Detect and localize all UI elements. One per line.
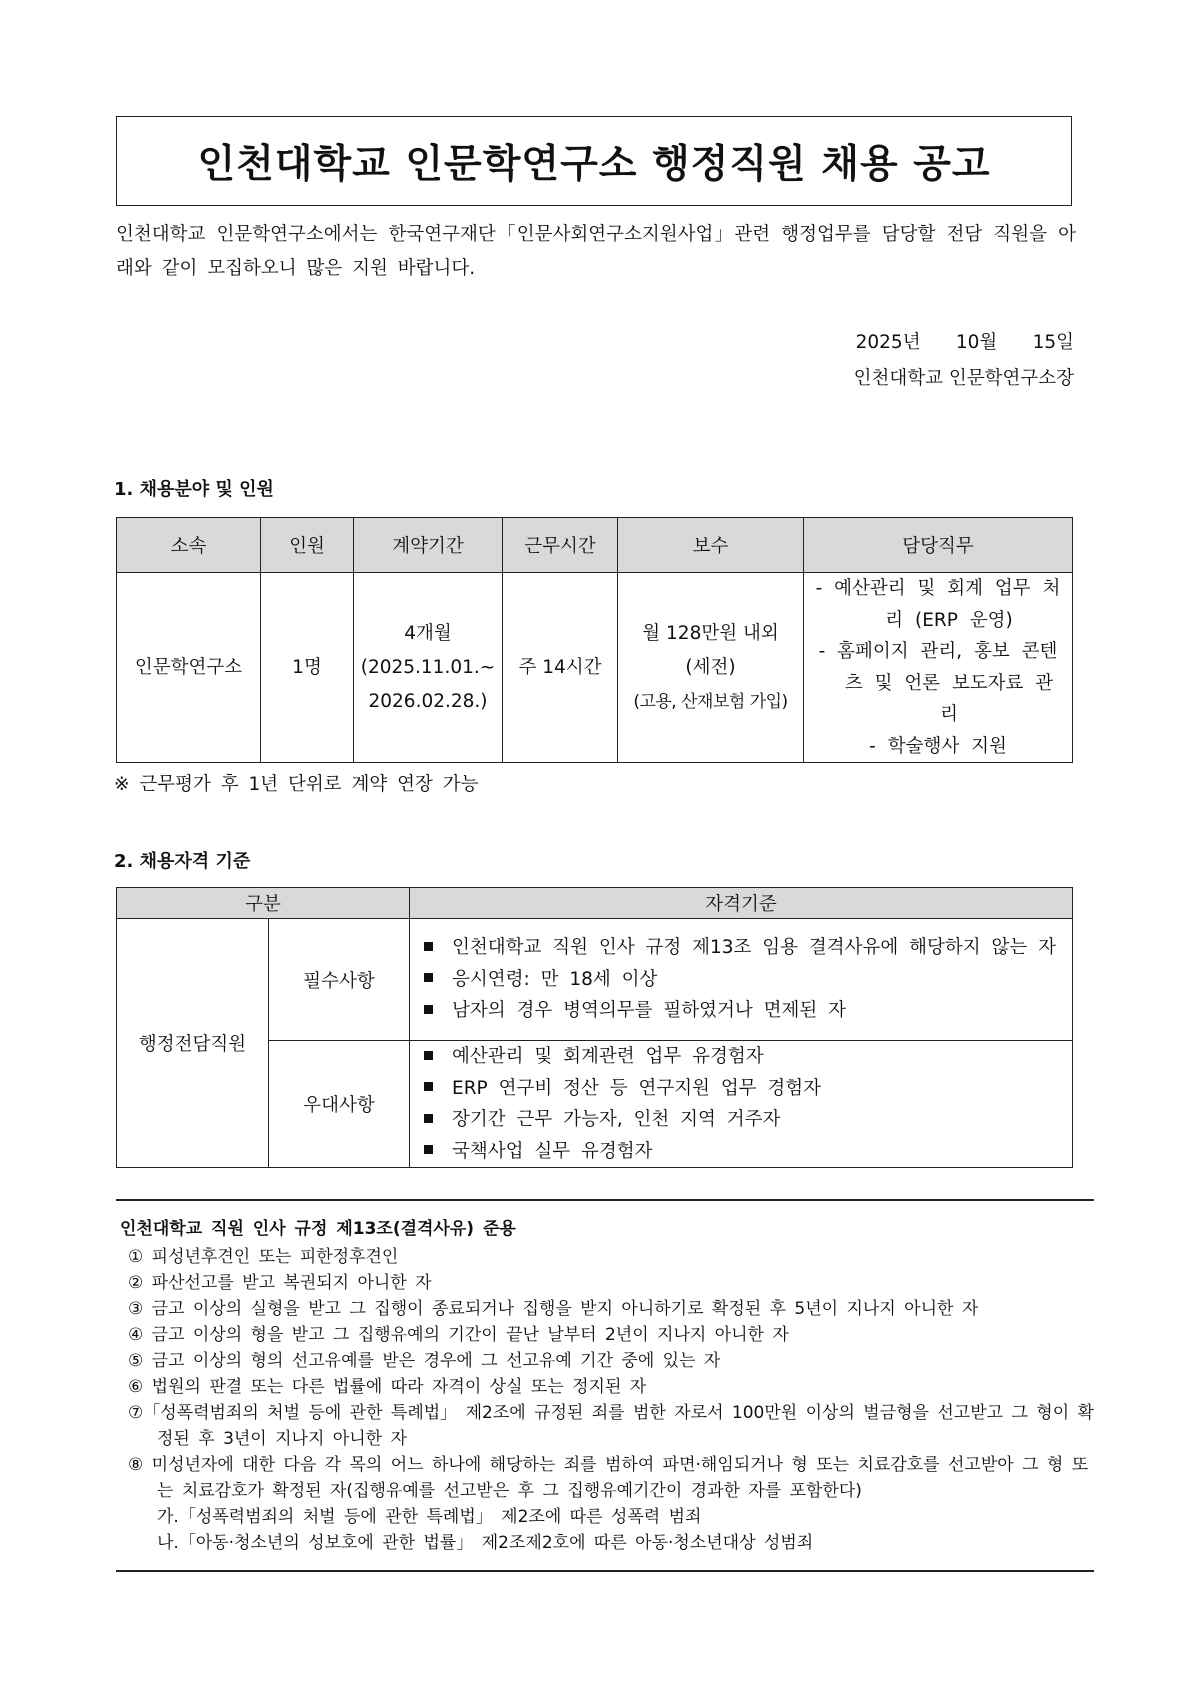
header-count: 인원 <box>261 518 354 573</box>
cell-preferred-criteria <box>410 1041 1073 1168</box>
signer: 인천대학교 인문학연구소장 <box>853 368 1074 389</box>
header-period: 계약기간 <box>354 518 503 573</box>
regulation-item: ⑤ 금고 이상의 형의 선고유예를 받은 경우에 그 선고유예 기간 중에 있는 자 <box>128 1351 721 1371</box>
header-category: 구분 <box>117 888 410 919</box>
page-title-box <box>116 116 1072 206</box>
square-bullet-icon <box>424 1005 433 1014</box>
regulation-title: 인천대학교 직원 인사 규정 제13조(결격사유) 준용 <box>120 1219 516 1239</box>
regulation-sub-item: 가.「성폭력범죄의 처벌 등에 관한 특례법」 제2조에 따른 성폭력 범죄 <box>157 1507 702 1527</box>
pay-line: 월 128만원 내외 <box>642 622 779 644</box>
cell-duties <box>804 573 1073 763</box>
date-year: 2025년 <box>855 332 921 353</box>
recruitment-table <box>116 517 1073 763</box>
divider <box>116 1199 1094 1201</box>
regulation-item: ① 피성년후견인 또는 피한정후견인 <box>128 1247 399 1267</box>
section1-heading: 1. 채용분야 및 인원 <box>114 479 274 500</box>
date-day: 15일 <box>1032 332 1074 353</box>
qualification-table <box>116 887 1073 1168</box>
header-hours: 근무시간 <box>503 518 618 573</box>
regulation-sub-item: 나.「아동·청소년의 성보호에 관한 법률」 제2조제2호에 따른 아동·청소년대상 성범죄 <box>157 1533 814 1553</box>
pay-line: (세전) <box>685 656 736 678</box>
section2-heading: 2. 채용자격 기준 <box>114 851 251 872</box>
cell-dept: 인문학연구소 <box>117 573 261 763</box>
divider <box>116 1570 1094 1572</box>
header-dept: 소속 <box>117 518 261 573</box>
square-bullet-icon <box>424 1051 433 1060</box>
cell-required-criteria <box>410 919 1073 1041</box>
criteria-item: 국책사업 실무 유경험자 <box>424 1136 1062 1168</box>
regulation-box <box>120 1216 1100 1556</box>
criteria-item: 응시연령: 만 18세 이상 <box>424 964 1062 996</box>
regulation-item: ④ 금고 이상의 형을 받고 그 집행유예의 기간이 끝난 날부터 2년이 지나지 아니한 자 <box>128 1325 789 1345</box>
table-row <box>117 573 1073 763</box>
criteria-item: 장기간 근무 가능자, 인천 지역 거주자 <box>424 1104 1062 1136</box>
page-title: 인천대학교 인문학연구소 행정직원 채용 공고 <box>197 142 991 187</box>
regulation-item: ② 파산선고를 받고 복권되지 아니한 자 <box>128 1273 432 1293</box>
cell-pay <box>618 573 804 763</box>
criteria-item: 예산관리 및 회계관련 업무 유경험자 <box>424 1041 1062 1073</box>
period-line: 4개월 <box>404 622 452 644</box>
period-line: (2025.11.01.~ <box>360 656 496 678</box>
regulation-item: ③ 금고 이상의 실형을 받고 그 집행이 종료되거나 집행을 받지 아니하기로 확정된 후 5년이 지나지 아니한 자 <box>128 1299 979 1319</box>
table-header-row <box>117 888 1073 919</box>
square-bullet-icon <box>424 1082 433 1091</box>
header-duties: 담당직무 <box>804 518 1073 573</box>
cell-period <box>354 573 503 763</box>
header-criteria: 자격기준 <box>410 888 1073 919</box>
duty-item: - 홈페이지 관리, 홍보 콘텐츠 및 언론 보도자료 관리 <box>818 641 1058 725</box>
cell-category: 행정전담직원 <box>117 919 269 1168</box>
regulation-item: ⑥ 법원의 판결 또는 다른 법률에 따라 자격이 상실 또는 정지된 자 <box>128 1377 647 1397</box>
square-bullet-icon <box>424 942 433 951</box>
square-bullet-icon <box>424 1145 433 1154</box>
regulation-item: ⑧ 미성년자에 대한 다음 각 목의 어느 하나에 해당하는 죄를 범하여 파면·해임되거나 형 또는 치료감호를 선고받아 그 형 또는 치료감호가 확정된 자(집행유예를 선고받은 후 그 집행유예기간이 경과한 자를 포함한다) <box>128 1455 1089 1501</box>
contract-note: ※ 근무평가 후 1년 단위로 계약 연장 가능 <box>114 774 479 795</box>
table-header-row <box>117 518 1073 573</box>
header-pay: 보수 <box>618 518 804 573</box>
square-bullet-icon <box>424 1114 433 1123</box>
cell-required-label: 필수사항 <box>269 919 410 1041</box>
announcement-date <box>856 328 1074 354</box>
criteria-item: 인천대학교 직원 인사 규정 제13조 임용 결격사유에 해당하지 않는 자 <box>424 932 1062 964</box>
square-bullet-icon <box>424 973 433 982</box>
cell-preferred-label: 우대사항 <box>269 1041 410 1168</box>
date-month: 10월 <box>955 332 998 353</box>
pay-line: (고용, 산재보험 가입) <box>633 691 788 712</box>
criteria-item: ERP 연구비 정산 등 연구지원 업무 경험자 <box>424 1073 1062 1105</box>
cell-count: 1명 <box>261 573 354 763</box>
period-line: 2026.02.28.) <box>368 690 488 712</box>
cell-hours: 주 14시간 <box>503 573 618 763</box>
criteria-item: 남자의 경우 병역의무를 필하였거나 면제된 자 <box>424 995 1062 1027</box>
intro-paragraph: 인천대학교 인문학연구소에서는 한국연구재단「인문사회연구소지원사업」관련 행정업무를 담당할 전담 직원을 아래와 같이 모집하오니 많은 지원 바랍니다. <box>116 224 1076 279</box>
regulation-item: ⑦「성폭력범죄의 처벌 등에 관한 특례법」 제2조에 규정된 죄를 범한 자로서 100만원 이상의 벌금형을 선고받고 그 형이 확정된 후 3년이 지나지 아니한 자 <box>128 1403 1094 1449</box>
duty-item: - 예산관리 및 회계 업무 처리 (ERP 운영) <box>815 578 1061 631</box>
table-row <box>117 919 1073 1041</box>
duty-item: - 학술행사 지원 <box>869 735 1007 757</box>
